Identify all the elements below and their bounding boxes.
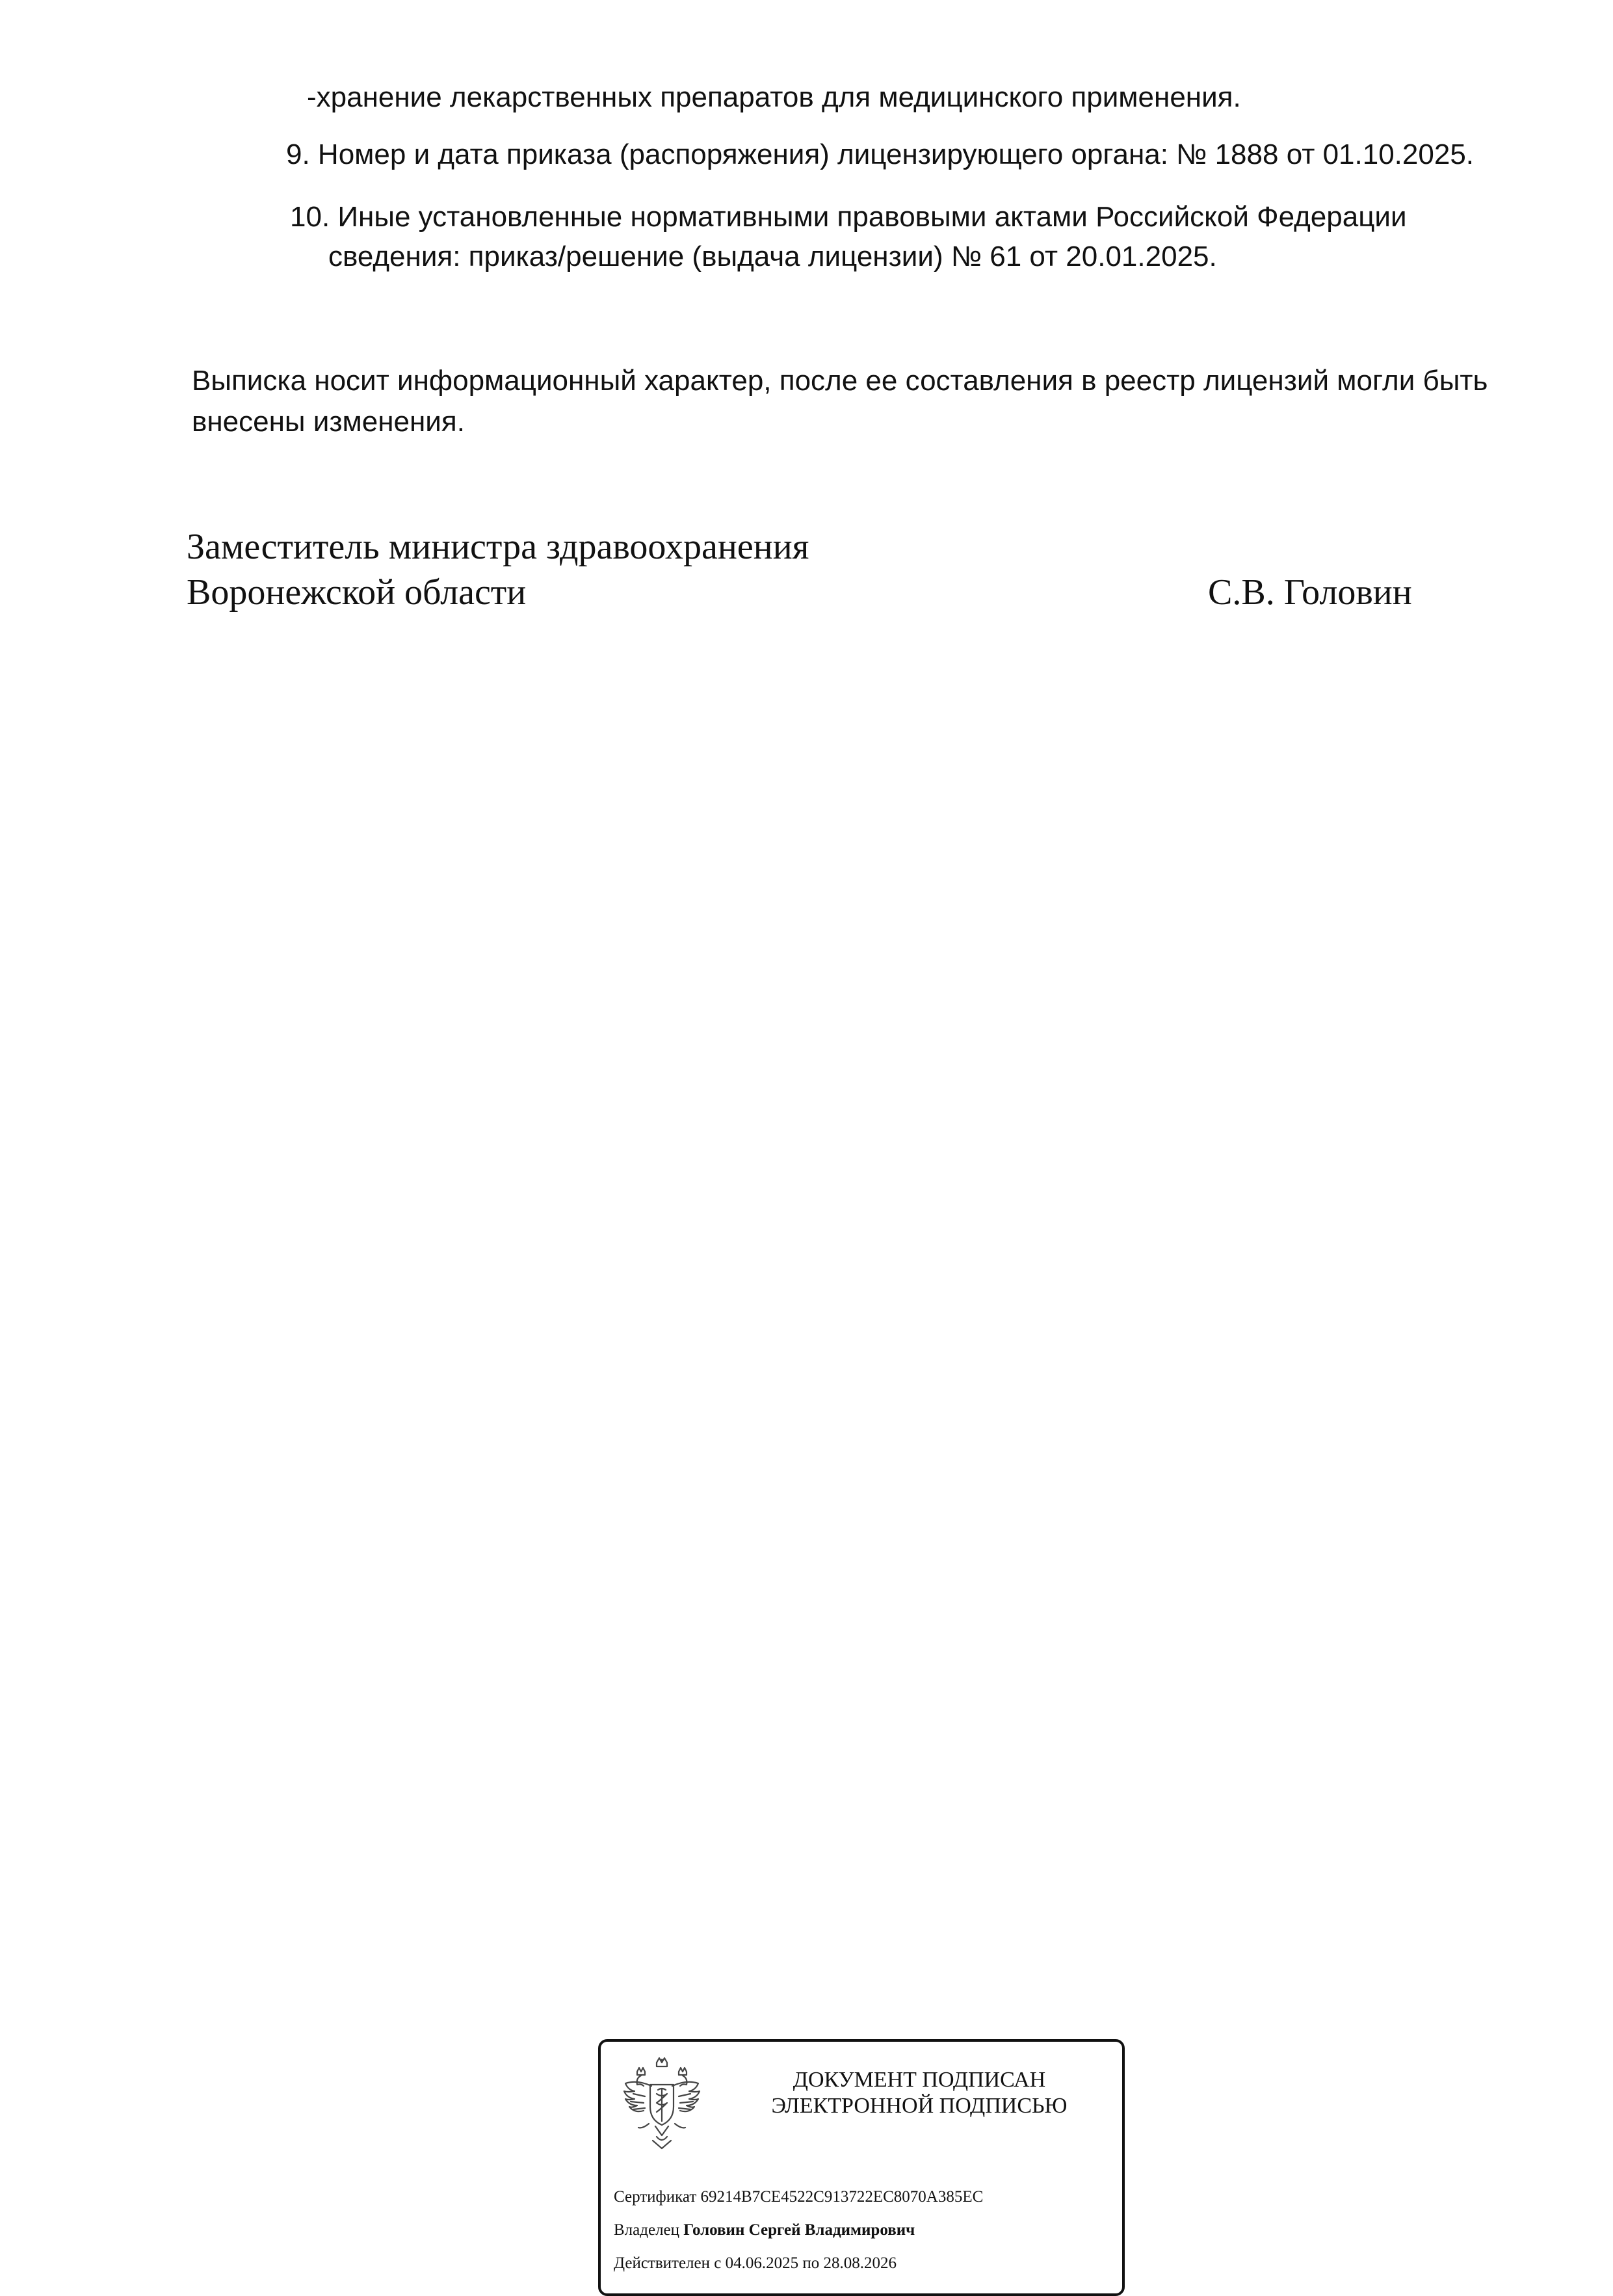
certificate-label: Сертификат <box>614 2188 697 2206</box>
validity-line: Действителен с 04.06.2025 по 28.08.2026 <box>614 2254 897 2272</box>
signer-position-line2: Воронежской области <box>187 572 527 613</box>
electronic-signature-stamp <box>598 2039 1125 2296</box>
owner-label: Владелец <box>614 2221 680 2239</box>
stamp-heading-line1: ДОКУМЕНТ ПОДПИСАН <box>793 2068 1046 2092</box>
other-info-item-line2: сведения: приказ/решение (выдача лицензии) № 61 от 20.01.2025. <box>328 241 1217 272</box>
owner-value: Головин Сергей Владимирович <box>683 2221 915 2239</box>
order-number-item: 9. Номер и дата приказа (распоряжения) лицензирующего органа: № 1888 от 01.10.2025. <box>286 139 1475 170</box>
double-headed-eagle-emblem-icon <box>619 2056 705 2154</box>
stamp-heading-line2: ЭЛЕКТРОННОЙ ПОДПИСЬЮ <box>771 2094 1068 2118</box>
signer-position-line1: Заместитель министра здравоохранения <box>187 527 809 567</box>
certificate-line <box>614 2189 983 2205</box>
signer-name: С.В. Головин <box>1208 572 1412 613</box>
notice-line2: внесены изменения. <box>192 406 465 438</box>
owner-line <box>614 2222 915 2238</box>
license-activity-item: -хранение лекарственных препаратов для медицинского применения. <box>307 81 1241 113</box>
other-info-item-line1: 10. Иные установленные нормативными правовыми актами Российской Федерации <box>290 201 1407 233</box>
notice-line1: Выписка носит информационный характер, после ее составления в реестр лицензий могли быть <box>192 365 1488 397</box>
certificate-value: 69214B7CE4522C913722EC8070A385EC <box>700 2188 984 2206</box>
